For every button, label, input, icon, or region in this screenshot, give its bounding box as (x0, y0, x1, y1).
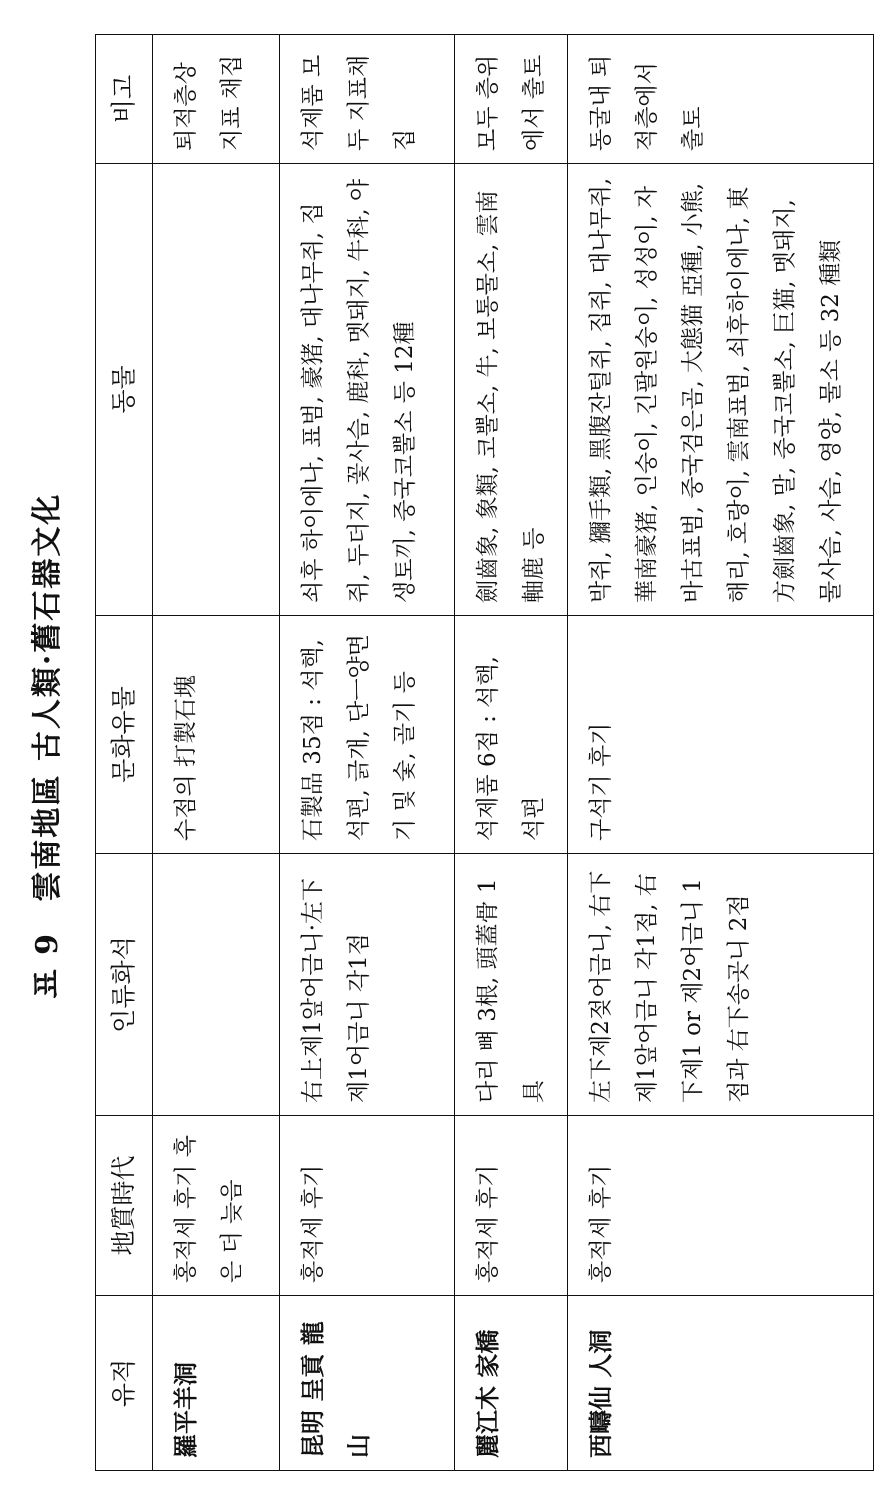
cell-remarks: 퇴적층상지표 채집 (153, 35, 280, 164)
cell-remarks: 동굴내 퇴적층에서 출토 (568, 35, 874, 164)
cell-site: 昆明 呈貢 龍山 (280, 1296, 455, 1471)
cell-fauna: 쇠후 하이에나, 표범, 豪猪, 대나무쥐, 집쥐, 두더지, 꽃사슴, 鹿科, 멧돼지, 牛科, 야생토끼, 중국코뿔소 등 12種 (280, 164, 455, 616)
table-title: 雲南地區 古人類·舊石器文化 (30, 492, 65, 902)
cell-period: 홍적세 후기 (280, 1116, 455, 1296)
header-artifacts: 문화유물 (96, 616, 153, 854)
cell-site: 西疇仙 人洞 (568, 1296, 874, 1471)
header-row (96, 35, 153, 1471)
table-row (280, 35, 455, 1471)
header-human-fossil: 인류화석 (96, 854, 153, 1116)
cell-artifacts: 수점의 打製石塊 (153, 616, 280, 854)
header-remarks: 비고 (96, 35, 153, 164)
cell-fauna (153, 164, 280, 616)
cell-remarks: 모두 층위에서 출토 (455, 35, 568, 164)
table-number: 표 9 (30, 932, 65, 999)
cell-fauna: 劍齒象, 象類, 코뿔소, 牛, 보통물소, 雲南軸鹿 등 (455, 164, 568, 616)
cell-human-fossil: 右上제1앞어금니·左下제1어금니 각1점 (280, 854, 455, 1116)
site-table (95, 34, 874, 1471)
cell-site: 羅平羊洞 (153, 1296, 280, 1471)
header-period: 地質時代 (96, 1116, 153, 1296)
header-fauna: 동물 (96, 164, 153, 616)
cell-human-fossil: 左下제2젖어금니, 右下제1앞어금니 각1점, 右下제1 or 제2어금니 1점과 右下송곳니 2점 (568, 854, 874, 1116)
cell-human-fossil: 다리 뼈 3根, 頭蓋骨 1具 (455, 854, 568, 1116)
header-site: 유적 (96, 1296, 153, 1471)
cell-site: 麗江木 家橋 (455, 1296, 568, 1471)
cell-remarks: 석제품 모두 지표채집 (280, 35, 455, 164)
cell-fauna: 박쥐, 獼手類, 黑腹잔털쥐, 집쥐, 대나무쥐, 華南豪猪, 인숭이, 긴팔원숭이, 성성이, 자바古표범, 중국검은곰, 大態猫 亞種, 小熊, 해리, 호랑이, 雲南표범, 쇠후하이에나, 東方劍齒象, 말, 중국코뿔소, 巨猫, 멧돼지, 물사슴, 사슴, 영양, 물소 등 32 種類 (568, 164, 874, 616)
cell-human-fossil (153, 854, 280, 1116)
cell-period: 홍적세 후기 (568, 1116, 874, 1296)
table-caption (22, 0, 66, 1491)
table-row (153, 35, 280, 1471)
cell-artifacts: 石製品 35점 : 석핵, 석편, 긁개, 단ㅡ양면기 및 숯, 골기 등 (280, 616, 455, 854)
table-row (568, 35, 874, 1471)
cell-period: 홍적세 후기 (455, 1116, 568, 1296)
cell-period: 홍적세 후기 혹은 더 늦음 (153, 1116, 280, 1296)
table-row (455, 35, 568, 1471)
group-note: 구석기 후기 (588, 722, 614, 841)
cell-artifacts: 석제품 6점 : 석핵, 석편 (455, 616, 568, 854)
cell-artifacts (568, 616, 874, 854)
